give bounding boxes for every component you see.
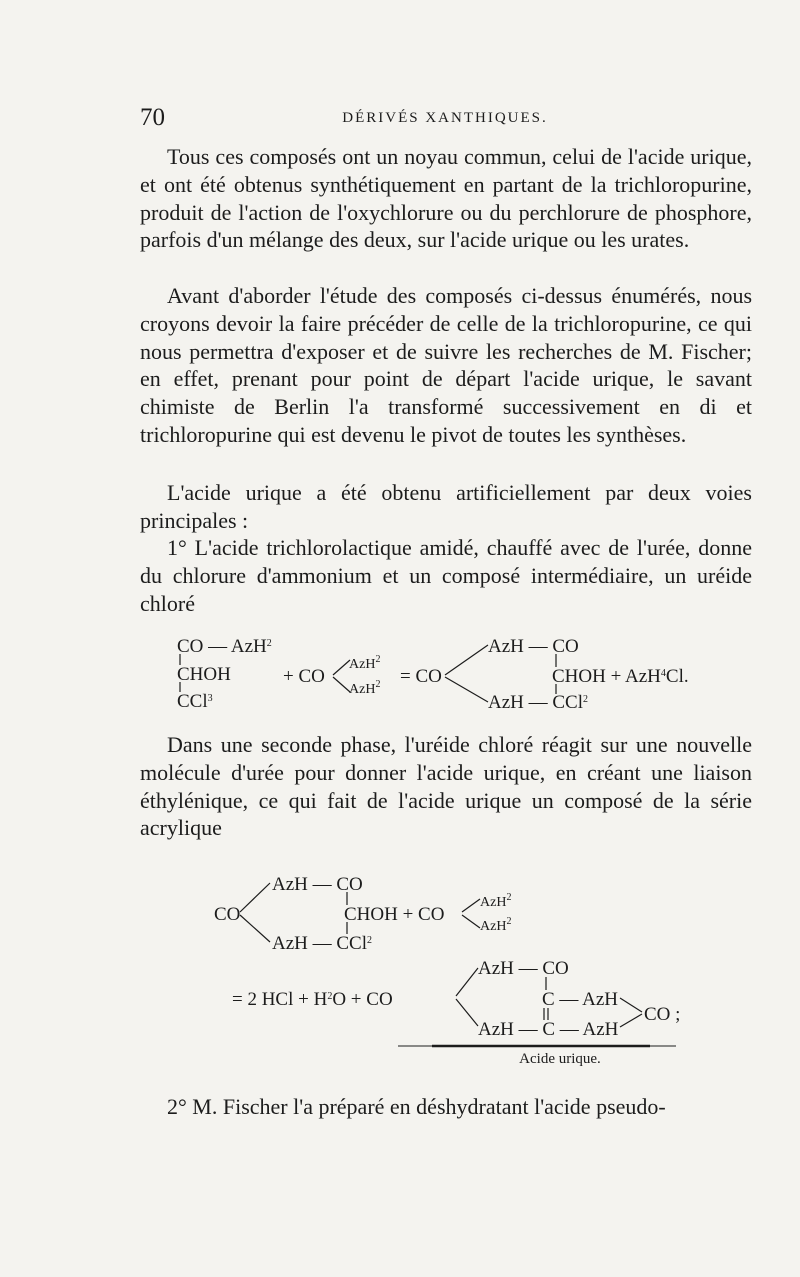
paragraph-1-text: Tous ces composés ont un noyau commun, celui de l'acide urique, et ont été obtenus synthétiquement en partant de la trichloropurine, produit de l'action de l'oxychlorure ou du perchlorure de phosphore, parfois d'un mélange des deux, sur l'acide urique ou les urates.: [140, 144, 752, 253]
f1-plus-co: + CO: [283, 666, 325, 687]
f1-azh2-top: AzH$^2$: [349, 654, 381, 672]
paragraph-2-text: Avant d'aborder l'étude des composés ci-dessus énumérés, nous croyons devoir la faire précéder de celle de la trichloropurine, ce qui nous permettra d'exposer et de suivre les recherches de M. Fischer; en effet, prenant pour point de départ l'acide urique, le savant chimiste de Berlin l'a transformé successivement en di et trichloropurine qui est devenu le pivot de toutes les synthèses.: [140, 283, 752, 447]
f2-co-left: CO: [214, 904, 241, 925]
f2-azh-ccl2: AzH — CCl$^2$: [272, 933, 372, 954]
f3-azh-co: AzH — CO: [478, 958, 569, 979]
f3-azh-c-azh: AzH — C — AzH: [478, 1019, 619, 1040]
f2-azh2-bot: AzH$^2$: [480, 916, 512, 934]
f2-choh-plus-co: CHOH + CO: [344, 904, 445, 925]
paragraph-3-text: L'acide urique a été obtenu artificiellement par deux voies principales :: [140, 480, 752, 533]
paragraph-6-text: 2° M. Fischer l'a préparé en déshydratant l'acide pseudo-: [167, 1094, 666, 1119]
f3-caption: Acide urique.: [519, 1051, 601, 1067]
f2-azh-co: AzH — CO: [272, 874, 363, 895]
paragraph-4-text: 1° L'acide trichlorolactique amidé, chauffé avec de l'urée, donne du chlorure d'ammonium et un composé intermédiaire, un uréide chloré: [140, 535, 752, 616]
f3-c-azh: C — AzH: [542, 989, 618, 1010]
paragraph-5-text: Dans une seconde phase, l'uréide chloré réagit sur une nouvelle molécule d'urée pour donner l'acide urique, en créant une liaison éthylénique, ce qui fait de l'acide urique un composé de la série acrylique: [140, 732, 752, 841]
f1-azh2-bot: AzH$^2$: [349, 679, 381, 697]
f1-co-azh2: CO — AzH$^2$: [177, 636, 272, 657]
running-title: DÉRIVÉS XANTHIQUES.: [342, 110, 548, 126]
page-number: 70: [140, 104, 165, 131]
f1-eq-co: = CO: [400, 666, 442, 687]
f2-azh2-top: AzH$^2$: [480, 892, 512, 910]
f3-lhs: = 2 HCl + $H^2O$ + CO: [232, 989, 393, 1010]
f1-azh-co: AzH — CO: [488, 636, 579, 657]
f1-choh: CHOH: [177, 664, 231, 685]
f1-azh-ccl2: AzH — CCl$^2$: [488, 692, 588, 713]
f3-co-end: CO ;: [644, 1004, 681, 1025]
f1-choh-plus: CHOH + AzH$^4$Cl.: [552, 666, 689, 687]
f1-ccl3: CCl$^3$: [177, 691, 213, 712]
